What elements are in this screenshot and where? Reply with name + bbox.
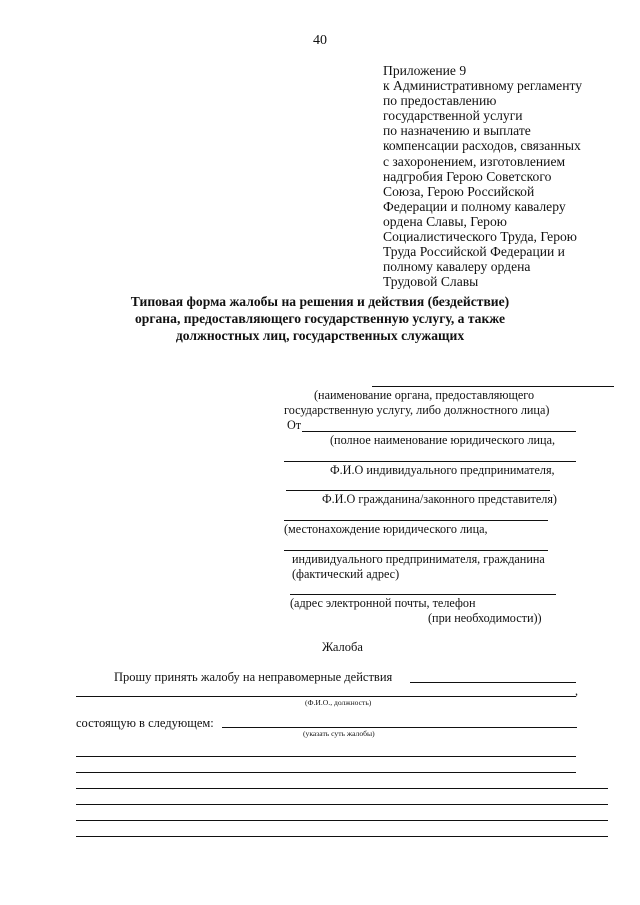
appendix-line: по предоставлению [383, 93, 497, 109]
essence-body-line [76, 820, 608, 821]
legal-entity-line [284, 461, 576, 462]
essence-hint: (указать суть жалобы) [303, 729, 375, 738]
appendix-line: Трудовой Славы [383, 274, 479, 290]
essence-body-line [76, 756, 576, 757]
location-line [284, 550, 548, 551]
location-hint: (местонахождение юридического лица, [284, 522, 488, 536]
appendix-line: по назначению и выплате [383, 123, 531, 139]
actions-line [410, 682, 576, 683]
address-line [290, 594, 556, 595]
citizen-line [284, 520, 548, 521]
essence-body-line [76, 788, 608, 789]
consisting-label: состоящую в следующем: [76, 716, 214, 730]
essence-body-line [76, 804, 608, 805]
appendix-line: компенсации расходов, связанных [383, 138, 581, 154]
appendix-line: Федерации и полному кавалеру [383, 198, 566, 214]
location-hint: (фактический адрес) [292, 567, 400, 581]
essence-line [222, 727, 577, 728]
essence-body-line [76, 836, 608, 837]
title-line: Типовая форма жалобы на решения и действия (бездействие) [130, 294, 510, 309]
appendix-line: Труда Российской Федерации и [383, 244, 565, 260]
complaint-heading: Жалоба [322, 640, 363, 654]
fio-hint: (Ф.И.О., должность) [305, 698, 372, 707]
title-line: органа, предоставляющего государственную услугу, а также [134, 311, 506, 326]
organ-hint: (наименование органа, предоставляющего [314, 388, 535, 402]
entrepreneur-hint: Ф.И.О индивидуального предпринимателя, [330, 463, 555, 477]
appendix-line: государственной услуги [383, 108, 523, 124]
complaint-request-text: Прошу принять жалобу на неправомерные действия [114, 670, 393, 684]
from-label: От [287, 418, 302, 432]
line-end-comma: , [575, 684, 579, 698]
legal-entity-hint: (полное наименование юридического лица, [330, 433, 556, 447]
fio-line [76, 696, 576, 697]
essence-body-line [76, 772, 576, 773]
organ-hint: государственную услугу, либо должностного лица) [284, 403, 550, 417]
appendix-line: полному кавалеру ордена [383, 259, 531, 275]
contact-hint: (адрес электронной почты, телефон [290, 596, 476, 610]
appendix-line: с захоронением, изготовлением [383, 153, 566, 169]
appendix-line: к Административному регламенту [383, 78, 583, 94]
appendix-block [383, 63, 623, 289]
appendix-line: ордена Славы, Герою [383, 213, 507, 229]
organ-name-line [372, 386, 614, 387]
page-number: 40 [313, 33, 327, 48]
location-hint: индивидуального предпринимателя, гражданина [292, 552, 545, 566]
from-line [302, 431, 576, 432]
appendix-line: Социалистического Труда, Герою [383, 229, 577, 245]
citizen-hint: Ф.И.О гражданина/законного представителя) [322, 492, 557, 506]
form-title [0, 293, 640, 344]
appendix-line: надгробия Герою Советского [383, 168, 552, 184]
appendix-line: Союза, Герою Российской [383, 183, 535, 199]
appendix-line: Приложение 9 [383, 63, 467, 78]
title-line: должностных лиц, государственных служащих [175, 328, 465, 343]
entrepreneur-line [286, 490, 550, 491]
contact-hint: (при необходимости)) [428, 611, 542, 625]
